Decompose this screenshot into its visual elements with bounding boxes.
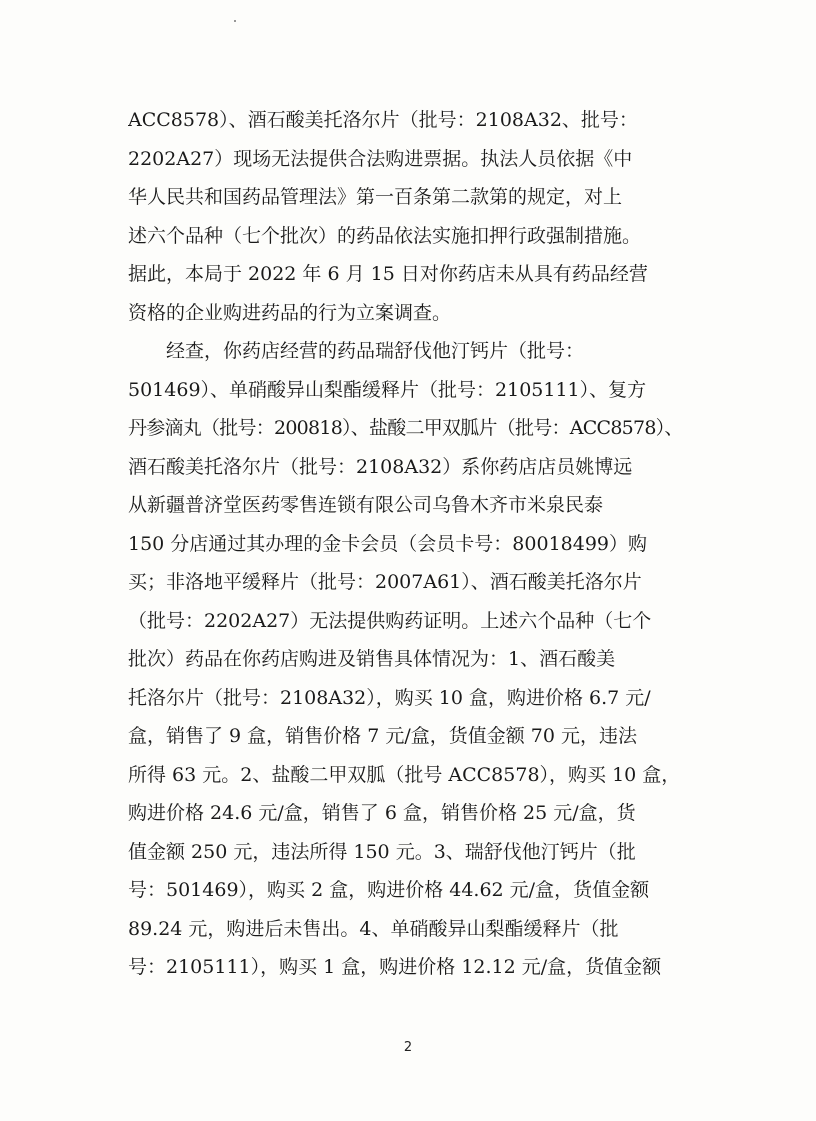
text-line: 从新疆普济堂医药零售连锁有限公司乌鲁木齐市米泉民泰 — [128, 494, 604, 516]
scan-speck — [234, 20, 236, 22]
text-line: 资格的企业购进药品的行为立案调查。 — [128, 301, 452, 324]
text-line: 华人民共和国药品管理法》第一百条第二款第的规定，对上 — [128, 186, 623, 208]
text-line: 丹参滴丸（批号：200818）、盐酸二甲双胍片（批号：ACC8578）、 — [128, 417, 683, 439]
text-line: 购进价格 24.6 元/盒，销售了 6 盒，销售价格 25 元/盒，货 — [128, 802, 636, 824]
text-line: 号：2105111），购买 1 盒，购进价格 12.12 元/盒，货值金额 — [128, 956, 662, 978]
text-line: 托洛尔片（批号：2108A32），购买 10 盒，购进价格 6.7 元/ — [128, 686, 651, 709]
text-line: 89.24 元，购进后未售出。4、单硝酸异山梨酯缓释片（批 — [128, 917, 619, 940]
text-line: 501469）、单硝酸异山梨酯缓释片（批号：2105111）、复方 — [128, 378, 647, 401]
text-line: ACC8578）、酒石酸美托洛尔片（批号：2108A32、批号： — [128, 109, 638, 131]
text-line: （批号：2202A27）无法提供购药证明。上述六个品种（七个 — [128, 609, 652, 632]
text-line: 2202A27）现场无法提供合法购进票据。执法人员依据《中 — [128, 147, 633, 170]
text-line: 150 分店通过其办理的金卡会员（会员卡号：80018499）购 — [128, 532, 648, 555]
body-text — [128, 101, 686, 987]
page-number: 2 — [403, 1040, 413, 1055]
text-line: 所得 63 元。2、盐酸二甲双胍（批号 ACC8578），购买 10 盒， — [128, 763, 681, 786]
text-line: 经查，你药店经营的药品瑞舒伐他汀钙片（批号： — [128, 340, 585, 362]
text-line: 值金额 250 元，违法所得 150 元。3、瑞舒伐他汀钙片（批 — [128, 840, 636, 863]
text-line: 号：501469），购买 2 盒，购进价格 44.62 元/盒，货值金额 — [128, 879, 650, 901]
text-line: 述六个品种（七个批次）的药品依法实施扣押行政强制措施。 — [128, 224, 642, 247]
text-line: 酒石酸美托洛尔片（批号：2108A32）系你药店店员姚博远 — [128, 455, 633, 478]
text-line: 买；非洛地平缓释片（批号：2007A61）、酒石酸美托洛尔片 — [128, 571, 642, 593]
text-line: 据此，本局于 2022 年 6 月 15 日对你药店未从具有药品经营 — [128, 263, 648, 285]
text-line: 盒，销售了 9 盒，销售价格 7 元/盒，货值金额 70 元，违法 — [128, 725, 637, 747]
text-line: 批次）药品在你药店购进及销售具体情况为：1、酒石酸美 — [128, 648, 616, 670]
